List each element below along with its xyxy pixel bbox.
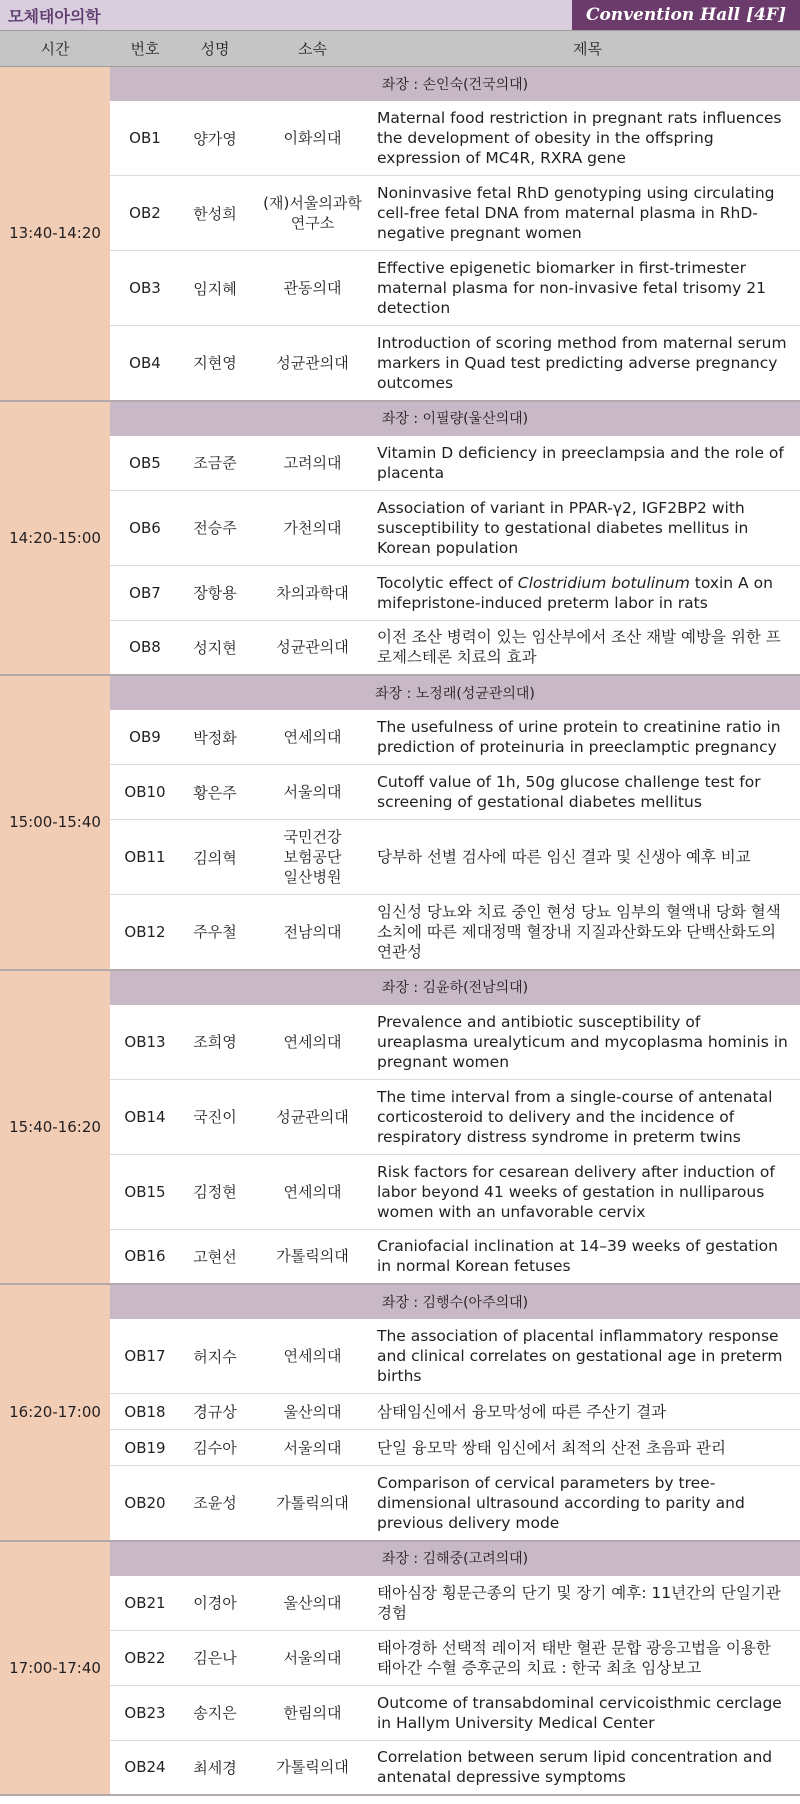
- talk-affiliation: 국민건강보험공단일산병원: [250, 820, 375, 895]
- talk-number: OB4: [110, 326, 180, 401]
- talk-presenter: 김정현: [180, 1154, 250, 1229]
- talk-presenter: 송지은: [180, 1685, 250, 1740]
- talk-number: OB2: [110, 176, 180, 251]
- talk-number: OB5: [110, 435, 180, 490]
- col-header-affiliation: 소속: [250, 31, 375, 67]
- session-chair: 좌장 : 김해중(고려의대): [110, 1541, 800, 1576]
- talk-number: OB9: [110, 710, 180, 765]
- session-chair: 좌장 : 김윤하(전남의대): [110, 970, 800, 1005]
- talk-row: [0, 1079, 800, 1154]
- talk-presenter: 지현영: [180, 326, 250, 401]
- talk-affiliation: 성균관의대: [250, 620, 375, 675]
- talk-number: OB3: [110, 251, 180, 326]
- talk-row: [0, 710, 800, 765]
- section-title: 모체태아의학: [8, 7, 101, 26]
- talk-number: OB11: [110, 820, 180, 895]
- col-header-title: 제목: [375, 31, 800, 67]
- program-table: [0, 30, 800, 1796]
- talk-number: OB6: [110, 490, 180, 565]
- talk-presenter: 박정화: [180, 710, 250, 765]
- session-time: 13:40-14:20: [0, 67, 110, 401]
- talk-row: [0, 1740, 800, 1795]
- talk-title: 단일 융모막 쌍태 임신에서 최적의 산전 초음파 관리: [375, 1430, 800, 1466]
- talk-presenter: 성지현: [180, 620, 250, 675]
- session-chair: 좌장 : 노정래(성균관의대): [110, 675, 800, 710]
- talk-number: OB21: [110, 1575, 180, 1630]
- talk-title: Maternal food restriction in pregnant rats influences the development of obesity in the offspring expression of MC4R, RXRA gene: [375, 101, 800, 176]
- talk-number: OB19: [110, 1430, 180, 1466]
- talk-presenter: 조희영: [180, 1004, 250, 1079]
- talk-row: [0, 1154, 800, 1229]
- talk-presenter: 장항용: [180, 565, 250, 620]
- talk-title: Comparison of cervical parameters by tree-dimensional ultrasound according to parity and previous delivery mode: [375, 1466, 800, 1541]
- talk-number: OB8: [110, 620, 180, 675]
- talk-title: Introduction of scoring method from maternal serum markers in Quad test predicting adverse pregnancy outcomes: [375, 326, 800, 401]
- talk-title: The usefulness of urine protein to creatinine ratio in prediction of proteinuria in preeclamptic pregnancy: [375, 710, 800, 765]
- talk-row: [0, 1685, 800, 1740]
- talk-affiliation: (재)서울의과학연구소: [250, 176, 375, 251]
- talk-title: 태아심장 횡문근종의 단기 및 장기 예후: 11년간의 단일기관 경험: [375, 1575, 800, 1630]
- talk-affiliation: 차의과학대: [250, 565, 375, 620]
- talk-row: [0, 620, 800, 675]
- talk-row: [0, 1466, 800, 1541]
- talk-title: 태아경하 선택적 레이저 태반 혈관 문합 광응고법을 이용한 태아간 수혈 증후군의 치료 : 한국 최초 임상보고: [375, 1630, 800, 1685]
- talk-number: OB12: [110, 895, 180, 970]
- talk-affiliation: 울산의대: [250, 1394, 375, 1430]
- talk-title-species: Clostridium botulinum: [517, 573, 690, 592]
- talk-row: [0, 565, 800, 620]
- talk-number: OB1: [110, 101, 180, 176]
- talk-affiliation: 성균관의대: [250, 326, 375, 401]
- talk-presenter: 최세경: [180, 1740, 250, 1795]
- talk-title: The time interval from a single-course of antenatal corticosteroid to delivery and the incidence of respiratory distress syndrome in preterm twins: [375, 1079, 800, 1154]
- talk-presenter: 김수아: [180, 1430, 250, 1466]
- talk-affiliation: 연세의대: [250, 1004, 375, 1079]
- top-banner: [0, 0, 800, 30]
- talk-affiliation: 연세의대: [250, 710, 375, 765]
- talk-row: [0, 1394, 800, 1430]
- talk-title: 이전 조산 병력이 있는 임산부에서 조산 재발 예방을 위한 프로제스테론 치료의 효과: [375, 620, 800, 675]
- talk-affiliation: 이화의대: [250, 101, 375, 176]
- talk-presenter: 한성희: [180, 176, 250, 251]
- session-time: 14:20-15:00: [0, 401, 110, 676]
- talk-row: [0, 1229, 800, 1284]
- talk-presenter: 조윤성: [180, 1466, 250, 1541]
- chair-row: [0, 675, 800, 710]
- col-header-time: 시간: [0, 31, 110, 67]
- talk-number: OB14: [110, 1079, 180, 1154]
- talk-title: Association of variant in PPAR-γ2, IGF2BP2 with susceptibility to gestational diabetes mellitus in Korean population: [375, 490, 800, 565]
- talk-number: OB23: [110, 1685, 180, 1740]
- talk-presenter: 주우철: [180, 895, 250, 970]
- talk-number: OB18: [110, 1394, 180, 1430]
- chair-row: [0, 1284, 800, 1319]
- chair-row: [0, 67, 800, 101]
- session-chair: 좌장 : 이필량(울산의대): [110, 401, 800, 436]
- hall-label: Convention Hall [4F]: [572, 0, 800, 30]
- talk-presenter: 김은나: [180, 1630, 250, 1685]
- talk-title: Craniofacial inclination at 14–39 weeks of gestation in normal Korean fetuses: [375, 1229, 800, 1284]
- talk-presenter: 황은주: [180, 765, 250, 820]
- talk-row: [0, 326, 800, 401]
- talk-title: Effective epigenetic biomarker in first-trimester maternal plasma for non-invasive fetal trisomy 21 detection: [375, 251, 800, 326]
- talk-row: [0, 1004, 800, 1079]
- talk-affiliation: 가톨릭의대: [250, 1229, 375, 1284]
- talk-number: OB13: [110, 1004, 180, 1079]
- talk-presenter: 허지수: [180, 1319, 250, 1394]
- talk-row: [0, 765, 800, 820]
- col-header-name: 성명: [180, 31, 250, 67]
- talk-title: The association of placental inflammatory response and clinical correlates on gestational age in preterm births: [375, 1319, 800, 1394]
- session-time: 17:00-17:40: [0, 1541, 110, 1796]
- talk-affiliation: 서울의대: [250, 1630, 375, 1685]
- talk-presenter: 조금준: [180, 435, 250, 490]
- talk-affiliation: 서울의대: [250, 765, 375, 820]
- talk-number: OB24: [110, 1740, 180, 1795]
- talk-title: Risk factors for cesarean delivery after induction of labor beyond 41 weeks of gestation in nulliparous women with an unfavorable cervix: [375, 1154, 800, 1229]
- talk-title-end: toxin A on mifepristone-induced preterm labor in rats: [377, 573, 773, 612]
- talk-number: OB7: [110, 565, 180, 620]
- talk-number: OB16: [110, 1229, 180, 1284]
- talk-title-start: Tocolytic effect of: [377, 573, 518, 592]
- talk-row: [0, 820, 800, 895]
- talk-row: [0, 1575, 800, 1630]
- talk-row: [0, 1630, 800, 1685]
- col-header-number: 번호: [110, 31, 180, 67]
- session-chair: 좌장 : 김행수(아주의대): [110, 1284, 800, 1319]
- talk-number: OB17: [110, 1319, 180, 1394]
- session-time: 15:40-16:20: [0, 970, 110, 1285]
- talk-title: Correlation between serum lipid concentration and antenatal depressive symptoms: [375, 1740, 800, 1795]
- talk-affiliation: 연세의대: [250, 1319, 375, 1394]
- talk-affiliation: 한림의대: [250, 1685, 375, 1740]
- talk-presenter: 전승주: [180, 490, 250, 565]
- talk-row: [0, 895, 800, 970]
- talk-title: Noninvasive fetal RhD genotyping using circulating cell-free fetal DNA from maternal plasma in RhD-negative pregnant women: [375, 176, 800, 251]
- talk-row: [0, 435, 800, 490]
- talk-title: Cutoff value of 1h, 50g glucose challenge test for screening of gestational diabetes mellitus: [375, 765, 800, 820]
- chair-row: [0, 970, 800, 1005]
- talk-affiliation: 가톨릭의대: [250, 1466, 375, 1541]
- talk-number: OB10: [110, 765, 180, 820]
- talk-row: [0, 1319, 800, 1394]
- talk-title: 삼태임신에서 융모막성에 따른 주산기 결과: [375, 1394, 800, 1430]
- talk-presenter: 고현선: [180, 1229, 250, 1284]
- talk-row: [0, 1430, 800, 1466]
- talk-number: OB15: [110, 1154, 180, 1229]
- chair-row: [0, 401, 800, 436]
- talk-affiliation: 관동의대: [250, 251, 375, 326]
- session-time: 16:20-17:00: [0, 1284, 110, 1541]
- chair-row: [0, 1541, 800, 1576]
- talk-affiliation: 고려의대: [250, 435, 375, 490]
- talk-title: 임신성 당뇨와 치료 중인 현성 당뇨 임부의 혈액내 당화 혈색소치에 따른 제대정맥 혈장내 지질과산화도와 단백산화도의 연관성: [375, 895, 800, 970]
- talk-affiliation: 가천의대: [250, 490, 375, 565]
- session-time: 15:00-15:40: [0, 675, 110, 970]
- talk-row: [0, 101, 800, 176]
- talk-presenter: 이경아: [180, 1575, 250, 1630]
- talk-row: [0, 251, 800, 326]
- talk-presenter: 경규상: [180, 1394, 250, 1430]
- talk-row: [0, 490, 800, 565]
- talk-title: Vitamin D deficiency in preeclampsia and the role of placenta: [375, 435, 800, 490]
- talk-affiliation: 연세의대: [250, 1154, 375, 1229]
- talk-affiliation: 울산의대: [250, 1575, 375, 1630]
- talk-row: [0, 176, 800, 251]
- talk-number: OB20: [110, 1466, 180, 1541]
- talk-presenter: 양가영: [180, 101, 250, 176]
- talk-title: [375, 565, 800, 620]
- talk-title: 당부하 선별 검사에 따른 임신 결과 및 신생아 예후 비교: [375, 820, 800, 895]
- talk-presenter: 국진이: [180, 1079, 250, 1154]
- talk-affiliation: 가톨릭의대: [250, 1740, 375, 1795]
- talk-number: OB22: [110, 1630, 180, 1685]
- talk-affiliation: 서울의대: [250, 1430, 375, 1466]
- session-chair: 좌장 : 손인숙(건국의대): [110, 67, 800, 101]
- header-row: [0, 31, 800, 67]
- talk-title: Outcome of transabdominal cervicoisthmic cerclage in Hallym University Medical Center: [375, 1685, 800, 1740]
- talk-presenter: 임지혜: [180, 251, 250, 326]
- talk-affiliation: 전남의대: [250, 895, 375, 970]
- talk-presenter: 김의혁: [180, 820, 250, 895]
- talk-affiliation: 성균관의대: [250, 1079, 375, 1154]
- talk-title: Prevalence and antibiotic susceptibility of ureaplasma urealyticum and mycoplasma hominis in pregnant women: [375, 1004, 800, 1079]
